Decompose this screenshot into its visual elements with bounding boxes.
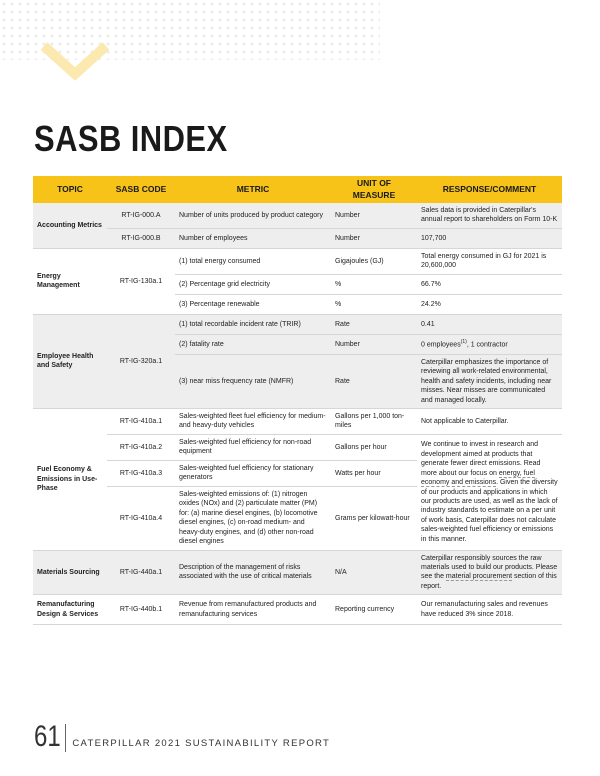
header-sasb-code: SASB CODE [107, 176, 175, 203]
metric-cell: Description of the management of risks associated with the use of critical materials [175, 550, 331, 595]
unit-cell: Number [331, 334, 417, 354]
header-response: RESPONSE/COMMENT [417, 176, 562, 203]
table-row [33, 550, 562, 595]
metric-cell: Sales-weighted emissions of: (1) nitrogen oxides (NOx) and (2) particulate matter (PM) for: (a) marine diesel engines, (b) locomotive diesel engines, (c) on-road medium- and heavy-duty engines, and (d) other non-road diesel engines [175, 486, 331, 550]
code-cell: RT-IG-320a.1 [107, 314, 175, 408]
response-cell [417, 550, 562, 595]
unit-cell: Number [331, 228, 417, 248]
table-row [33, 595, 562, 625]
topic-cell: Employee Health and Safety [33, 314, 107, 408]
response-cell: 107,700 [417, 228, 562, 248]
unit-cell: Gigajoules (GJ) [331, 248, 417, 274]
table-row [33, 408, 562, 434]
code-cell: RT-IG-440a.1 [107, 550, 175, 595]
code-cell: RT-IG-410a.2 [107, 434, 175, 460]
topic-cell: Remanufacturing Design & Services [33, 595, 107, 625]
response-cell: 0.41 [417, 314, 562, 334]
topic-cell: Energy Management [33, 248, 107, 314]
unit-cell: Rate [331, 354, 417, 408]
table-header-row [33, 176, 562, 203]
metric-cell: Sales-weighted fleet fuel efficiency for medium- and heavy-duty vehicles [175, 408, 331, 434]
topic-cell: Fuel Economy & Emissions in Use-Phase [33, 408, 107, 550]
response-text: . Given the diversity of our products and applications in which our products are used, as well as the lack of industry standards to estimate on a per unit of work basis, Caterpillar does not calculate sales-weighted fuel efficiency or emissions in this manner. [421, 479, 558, 543]
response-text: section of this report. [421, 573, 557, 590]
metric-cell: (3) near miss frequency rate (NMFR) [175, 354, 331, 408]
report-title: CATERPILLAR 2021 SUSTAINABILITY REPORT [72, 738, 331, 749]
unit-cell: Gallons per hour [331, 434, 417, 460]
page-footer [34, 722, 330, 752]
response-cell [417, 334, 562, 354]
response-cell: Caterpillar emphasizes the importance of reviewing all work-related environmental, health and safety incidents, including near misses. Near misses are communicated and managed locally. [417, 354, 562, 408]
unit-cell: Rate [331, 314, 417, 334]
code-cell: RT-IG-410a.3 [107, 460, 175, 486]
material-procurement-link[interactable]: material procurement [445, 573, 513, 581]
energy-fuel-economy-link[interactable]: energy, fuel economy and emissions [421, 469, 535, 487]
chevron-decoration-icon [40, 40, 110, 90]
response-cell: 66.7% [417, 274, 562, 294]
unit-cell: % [331, 294, 417, 314]
response-text: 0 employees [421, 341, 461, 349]
table-row [33, 228, 562, 248]
code-cell: RT-IG-000.A [107, 203, 175, 228]
metric-cell: Number of employees [175, 228, 331, 248]
metric-cell: (1) total recordable incident rate (TRIR) [175, 314, 331, 334]
code-cell: RT-IG-000.B [107, 228, 175, 248]
unit-cell: Number [331, 203, 417, 228]
response-cell [417, 434, 562, 550]
response-cell: Total energy consumed in GJ for 2021 is 20,600,000 [417, 248, 562, 274]
header-metric: METRIC [175, 176, 331, 203]
code-cell: RT-IG-410a.1 [107, 408, 175, 434]
metric-cell: Sales-weighted fuel efficiency for non-road equipment [175, 434, 331, 460]
unit-cell: % [331, 274, 417, 294]
unit-cell: Reporting currency [331, 595, 417, 625]
table-row [33, 248, 562, 274]
response-cell: Sales data is provided in Caterpillar's annual report to shareholders on Form 10-K [417, 203, 562, 228]
table-row [33, 314, 562, 334]
response-cell: 24.2% [417, 294, 562, 314]
unit-cell: N/A [331, 550, 417, 595]
sasb-index-table [33, 176, 562, 625]
footnote-marker: (1) [460, 338, 467, 345]
response-text: Caterpillar responsibly sources the raw materials used to build our products. Please see the [421, 554, 558, 581]
metric-cell: (1) total energy consumed [175, 248, 331, 274]
unit-cell: Grams per kilowatt-hour [331, 486, 417, 550]
table-row [33, 203, 562, 228]
footer-divider [65, 724, 66, 752]
topic-cell: Materials Sourcing [33, 550, 107, 595]
unit-cell: Watts per hour [331, 460, 417, 486]
header-topic: TOPIC [33, 176, 107, 203]
code-cell: RT-IG-440b.1 [107, 595, 175, 625]
response-text: We continue to invest in research and development aimed at products that generate fewer direct emissions. Read more about our focus on [421, 441, 541, 477]
response-text: , 1 contractor [466, 341, 508, 349]
page-title: SASB INDEX [34, 118, 228, 159]
metric-cell: (3) Percentage renewable [175, 294, 331, 314]
metric-cell: (2) fatality rate [175, 334, 331, 354]
response-cell: Our remanufacturing sales and revenues have reduced 3% since 2018. [417, 595, 562, 625]
metric-cell: (2) Percentage grid electricity [175, 274, 331, 294]
metric-cell: Sales-weighted fuel efficiency for stationary generators [175, 460, 331, 486]
unit-cell: Gallons per 1,000 ton-miles [331, 408, 417, 434]
response-cell: Not applicable to Caterpillar. [417, 408, 562, 434]
page-number: 61 [34, 720, 61, 753]
code-cell: RT-IG-130a.1 [107, 248, 175, 314]
metric-cell: Number of units produced by product category [175, 203, 331, 228]
metric-cell: Revenue from remanufactured products and remanufacturing services [175, 595, 331, 625]
topic-cell: Accounting Metrics [33, 203, 107, 248]
code-cell: RT-IG-410a.4 [107, 486, 175, 550]
header-unit: UNIT OF MEASURE [331, 176, 417, 203]
table-row [33, 434, 562, 460]
